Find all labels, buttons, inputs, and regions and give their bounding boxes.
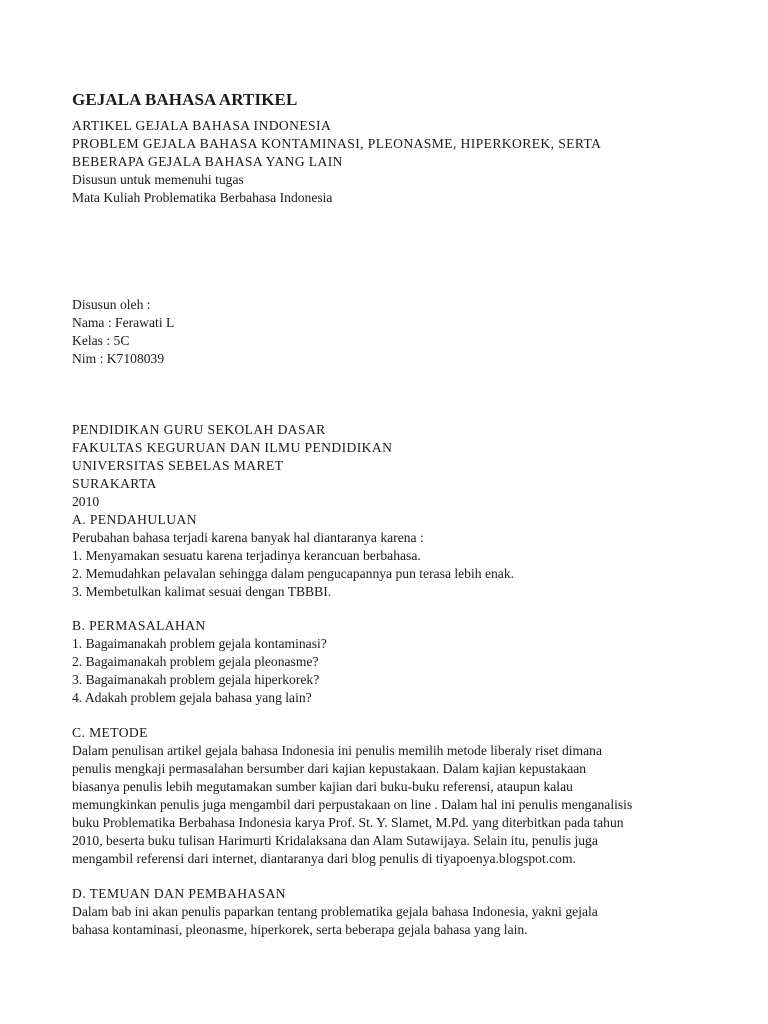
section-a-heading: A. PENDAHULUAN [72, 512, 197, 527]
section-b-line: 2. Bagaimanakah problem gejala pleonasme? [72, 654, 319, 669]
heading-line: BEBERAPA GEJALA BAHASA YANG LAIN [72, 154, 343, 169]
section-c-line: memungkinkan penulis juga mengambil dari perpustakaan on line . Dalam hal ini penulis menganalisis [72, 797, 633, 812]
section-b-line: 1. Bagaimanakah problem gejala kontaminasi? [72, 636, 327, 651]
institution-line: UNIVERSITAS SEBELAS MARET [72, 458, 284, 473]
section-a-line: 1. Menyamakan sesuatu karena terjadinya kerancuan berbahasa. [72, 548, 421, 563]
heading-block [72, 117, 601, 207]
section-c [72, 724, 632, 868]
institution-block [72, 421, 514, 601]
section-c-line: Dalam penulisan artikel gejala bahasa Indonesia ini penulis memilih metode liberaly riset dimana [72, 743, 602, 758]
section-a-line: Perubahan bahasa terjadi karena banyak hal diantaranya karena : [72, 530, 424, 545]
heading-line: Mata Kuliah Problematika Berbahasa Indonesia [72, 190, 333, 205]
section-b-heading: B. PERMASALAHAN [72, 618, 206, 633]
author-class: Kelas : 5C [72, 333, 130, 348]
section-d-line: Dalam bab ini akan penulis paparkan tentang problematika gejala bahasa Indonesia, yakni gejala [72, 904, 598, 919]
section-b [72, 617, 327, 707]
institution-year: 2010 [72, 494, 100, 509]
author-label: Disusun oleh : [72, 297, 151, 312]
section-c-heading: C. METODE [72, 725, 148, 740]
section-d-line: bahasa kontaminasi, pleonasme, hiperkorek, serta beberapa gejala bahasa yang lain. [72, 922, 528, 937]
section-d [72, 885, 598, 939]
heading-line: PROBLEM GEJALA BAHASA KONTAMINASI, PLEONASME, HIPERKOREK, SERTA [72, 136, 602, 151]
section-a-line: 2. Memudahkan pelavalan sehingga dalam pengucapannya pun terasa lebih enak. [72, 566, 515, 581]
section-b-line: 4. Adakah problem gejala bahasa yang lain? [72, 690, 312, 705]
section-d-heading: D. TEMUAN DAN PEMBAHASAN [72, 886, 287, 901]
institution-line: FAKULTAS KEGURUAN DAN ILMU PENDIDIKAN [72, 440, 393, 455]
author-block [72, 296, 174, 368]
section-c-line: biasanya penulis lebih megutamakan sumber kajian dari buku-buku referensi, ataupun kalau [72, 779, 573, 794]
section-c-line: mengambil referensi dari internet, diantaranya dari blog penulis di tiyapoenya.blogspot.com. [72, 851, 576, 866]
heading-line: ARTIKEL GEJALA BAHASA INDONESIA [72, 118, 332, 133]
section-a-line: 3. Membetulkan kalimat sesuai dengan TBBBI. [72, 584, 332, 599]
institution-line: SURAKARTA [72, 476, 157, 491]
institution-line: PENDIDIKAN GURU SEKOLAH DASAR [72, 422, 326, 437]
section-b-line: 3. Bagaimanakah problem gejala hiperkorek? [72, 672, 320, 687]
section-c-line: penulis mengkaji permasalahan bersumber dari kajian kepustakaan. Dalam kajian kepustakaan [72, 761, 587, 776]
document-title: GEJALA BAHASA ARTIKEL [72, 90, 298, 109]
section-c-line: buku Problematika Berbahasa Indonesia karya Prof. St. Y. Slamet, M.Pd. yang diterbitkan pada tahun [72, 815, 624, 830]
heading-line: Disusun untuk memenuhi tugas [72, 172, 244, 187]
author-name: Nama : Ferawati L [72, 315, 175, 330]
author-nim: Nim : K7108039 [72, 351, 165, 366]
section-c-line: 2010, beserta buku tulisan Harimurti Kridalaksana dan Alam Sutawijaya. Selain itu, penulis juga [72, 833, 598, 848]
